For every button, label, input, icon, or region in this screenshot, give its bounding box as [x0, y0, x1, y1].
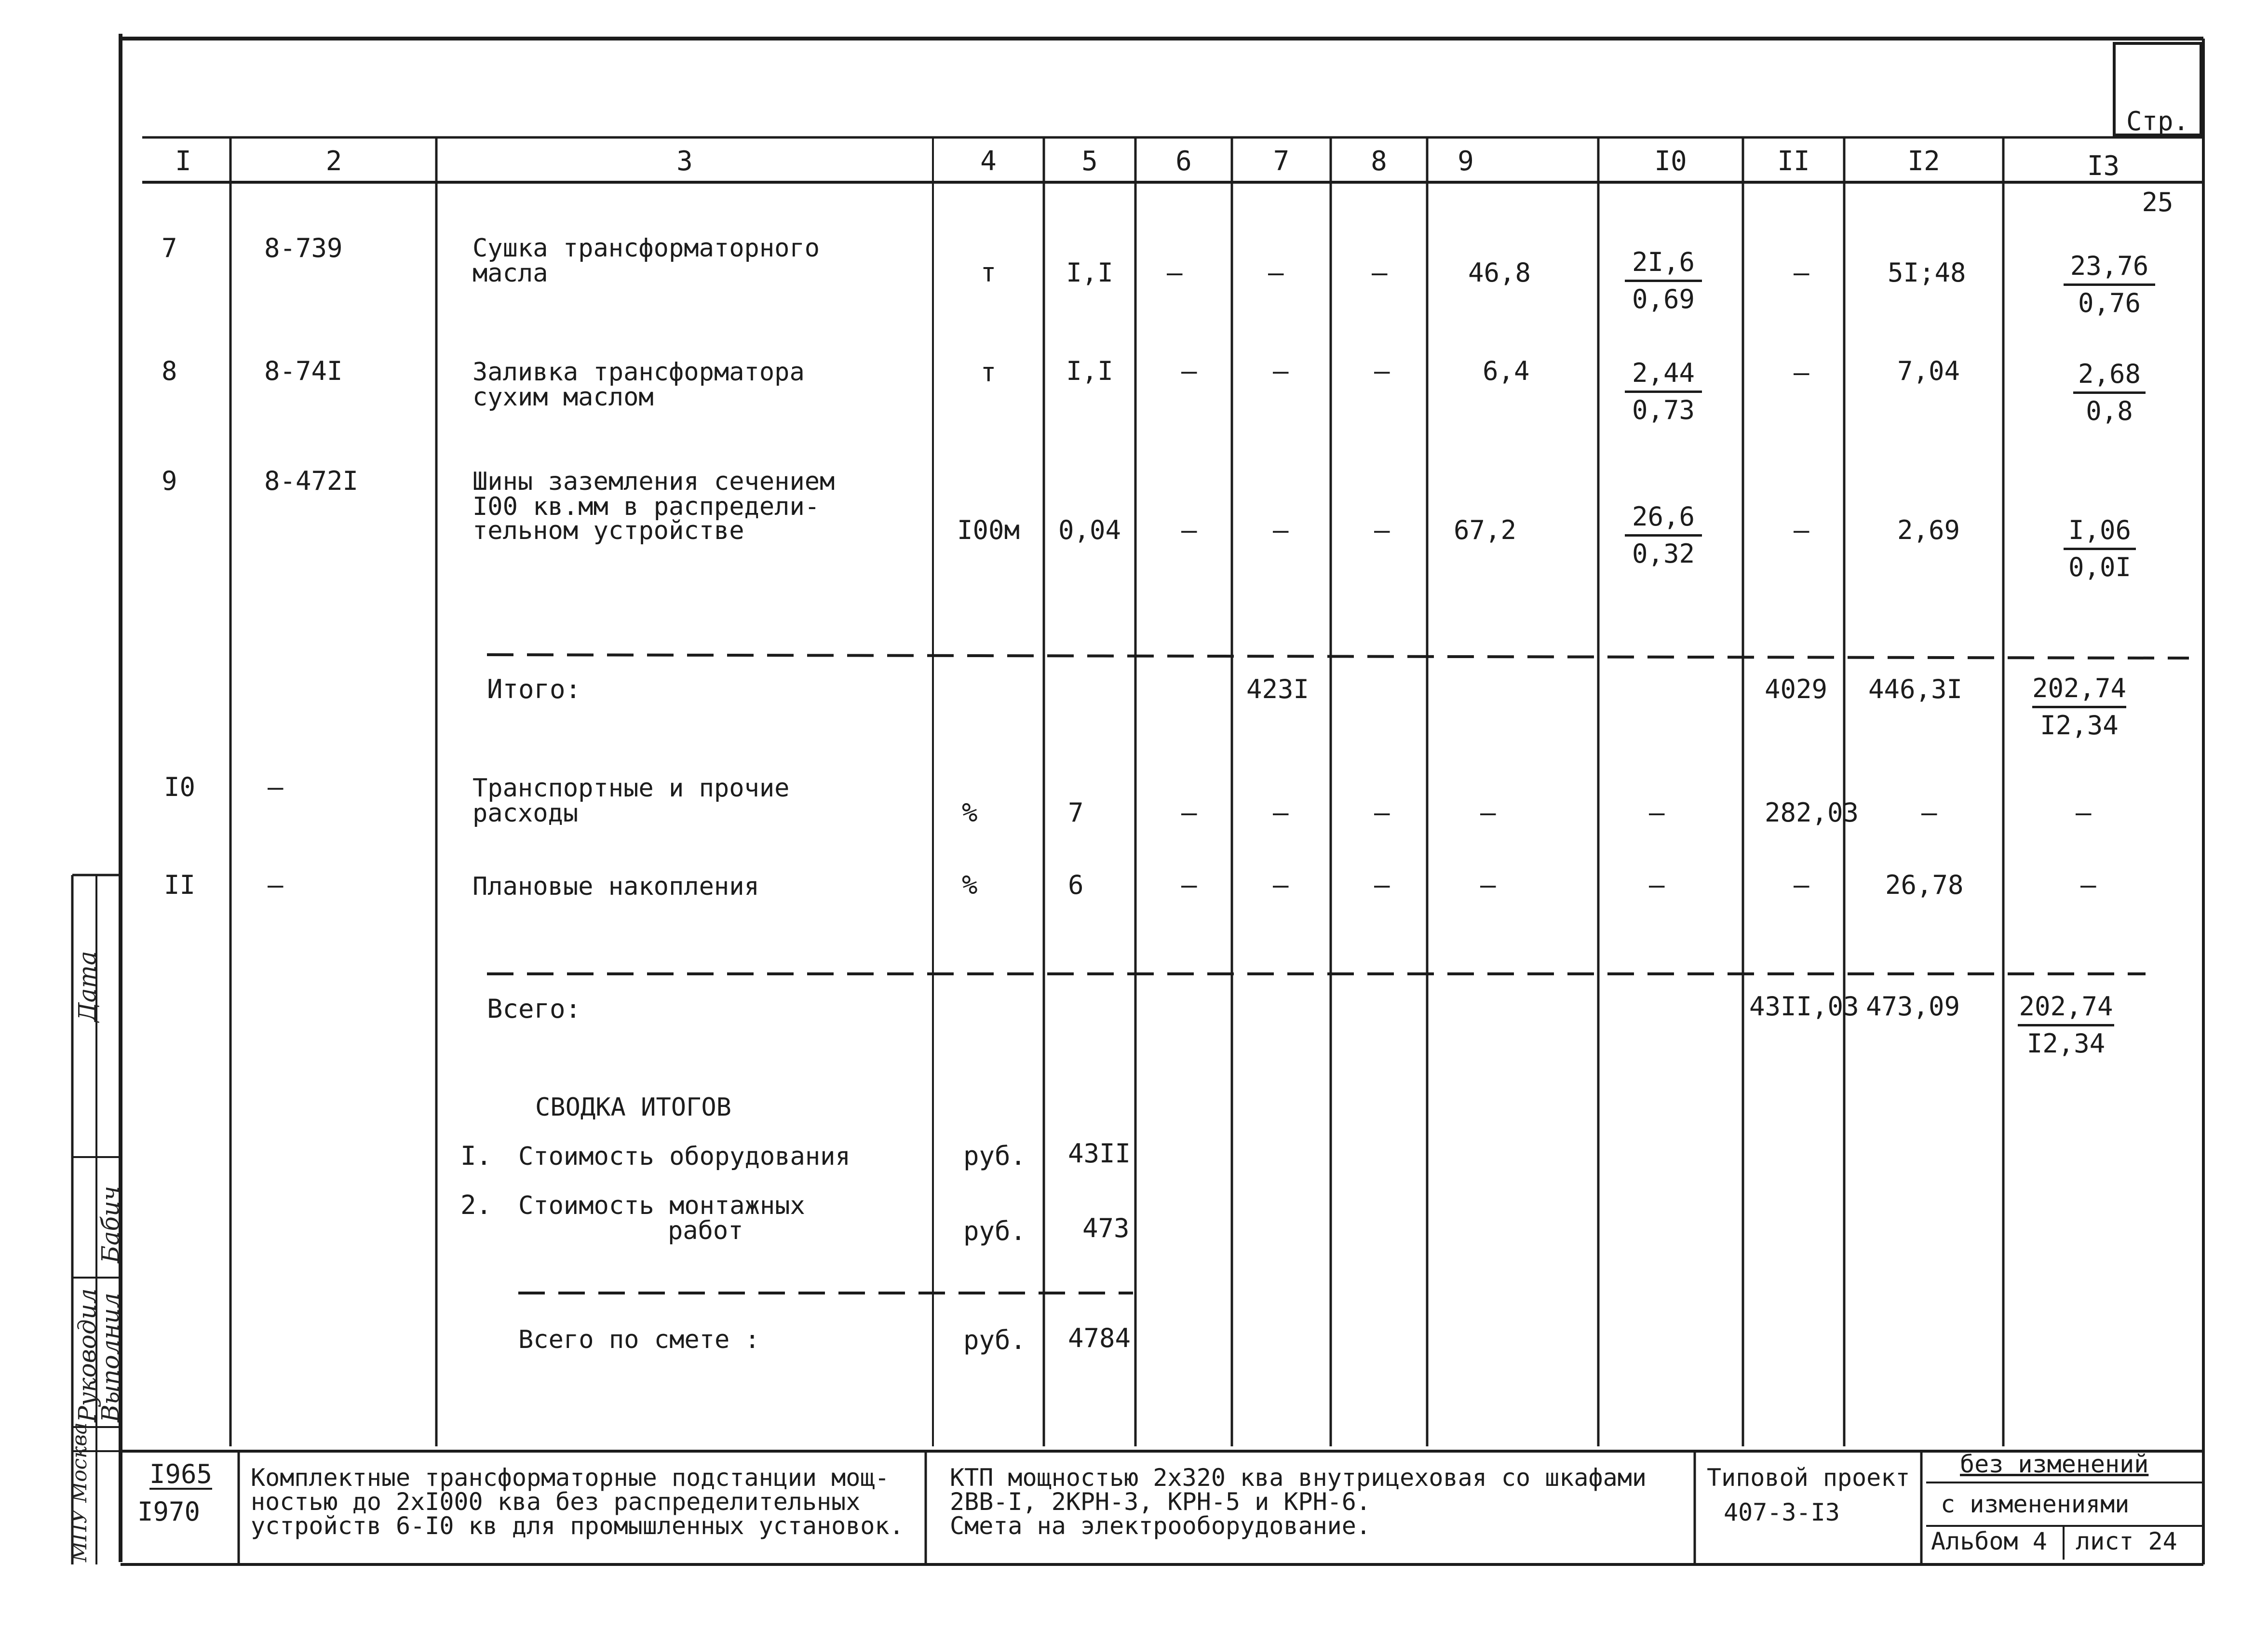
project-description-line2: ностью до 2хI000 ква без распределительных — [251, 1488, 861, 1516]
row-col9: 46,8 — [1468, 257, 1531, 288]
row-name-line1: Шины заземления сечением — [472, 467, 835, 496]
summary-total-unit: руб. — [963, 1325, 1026, 1355]
row-col7: – — [1273, 515, 1289, 545]
year-end: I970 — [137, 1496, 201, 1527]
summary-total-label: Всего по смете : — [518, 1325, 760, 1354]
row-col10: – — [1649, 870, 1665, 900]
header-col-4: 4 — [980, 146, 997, 177]
row-qty: 6 — [1068, 870, 1084, 900]
row-unit: I00м — [957, 515, 1020, 545]
row-name-line1: Заливка трансформатора — [472, 358, 805, 387]
header-col-1: I — [175, 146, 191, 177]
subtotal-col7: 423I — [1246, 674, 1310, 704]
row-col12: 26,78 — [1885, 870, 1964, 900]
row-qty: I,I — [1066, 257, 1113, 288]
summary-item-number: 2. — [460, 1190, 492, 1220]
row-col9: – — [1480, 870, 1496, 900]
row-unit: т — [980, 257, 997, 288]
subtotal-col11: 4029 — [1765, 674, 1828, 704]
row-unit: % — [962, 797, 978, 828]
row-col8: – — [1374, 515, 1390, 545]
subtotal-col12: 446,3I — [1868, 674, 1963, 704]
row-qty: 0,04 — [1058, 515, 1121, 545]
row-col6: – — [1181, 356, 1197, 386]
row-name-line1: Плановые накопления — [472, 872, 759, 901]
row-col8: – — [1374, 356, 1390, 386]
header-col-9: 9 — [1458, 146, 1474, 177]
row-number: II — [164, 870, 196, 900]
row-col7: – — [1273, 870, 1289, 900]
year-start: I965 — [149, 1459, 213, 1489]
summary-title: СВОДКА ИТОГОВ — [535, 1093, 731, 1122]
row-col11: – — [1794, 870, 1809, 900]
row-col9: 6,4 — [1483, 356, 1530, 386]
fraction-bottom: I2,34 — [2040, 710, 2119, 741]
row-col11: – — [1794, 357, 1809, 388]
no-changes-label: без изменений — [1960, 1450, 2149, 1478]
ktp-description-line3: Смета на электрооборудование. — [950, 1512, 1371, 1540]
fraction-top: 2,68 — [2073, 357, 2146, 394]
row-col13-fraction — [2073, 357, 2146, 429]
row-col8: – — [1374, 870, 1390, 900]
header-col-6: 6 — [1175, 146, 1192, 177]
row-code: – — [268, 772, 284, 802]
row-col12: – — [1921, 797, 1937, 828]
fraction-top: I,06 — [2064, 513, 2136, 550]
row-col11: 282,03 — [1765, 797, 1859, 828]
row-name-line2: I00 кв.мм в распредели- — [472, 492, 820, 521]
summary-item-label-line2: работ — [668, 1216, 743, 1245]
header-col-12: I2 — [1907, 146, 1940, 177]
row-qty: 7 — [1068, 797, 1084, 828]
row-number: 8 — [162, 356, 177, 386]
row-name-line1: Транспортные и прочие — [472, 774, 790, 803]
fraction-top: 2,44 — [1625, 356, 1702, 393]
page-number: 25 — [2142, 187, 2174, 217]
total-label: Всего: — [487, 994, 581, 1024]
page-label-title: Стр. — [2126, 106, 2189, 136]
fraction-top: 202,74 — [2018, 989, 2114, 1026]
row-col12: 2,69 — [1897, 515, 1960, 545]
row-qty: I,I — [1066, 356, 1113, 386]
sheet-label: лист 24 — [2076, 1527, 2177, 1555]
total-col13-fraction — [2018, 989, 2114, 1061]
row-col7: – — [1273, 356, 1289, 386]
row-col13: – — [2080, 870, 2096, 900]
summary-item-unit: руб. — [963, 1141, 1026, 1171]
row-name-line3: тельном устройстве — [472, 516, 744, 545]
summary-item-label: Стоимость монтажных — [518, 1191, 805, 1220]
fraction-bottom: I2,34 — [2026, 1028, 2106, 1059]
subtotal-col13-fraction — [2032, 671, 2126, 743]
row-unit: % — [962, 870, 978, 900]
header-col-11: II — [1777, 146, 1810, 177]
fraction-bottom: 0,8 — [2086, 396, 2133, 426]
row-code: 8-739 — [264, 233, 343, 263]
fraction-top: 26,6 — [1625, 499, 1702, 537]
row-col10-fraction — [1625, 356, 1702, 428]
row-number: I0 — [164, 772, 196, 802]
row-name-line2: масла — [472, 259, 548, 288]
row-col13-fraction — [2064, 249, 2155, 321]
header-col-8: 8 — [1371, 146, 1387, 177]
fraction-bottom: 0,76 — [2078, 288, 2141, 318]
row-col11: – — [1794, 257, 1809, 288]
summary-item-label: Стоимость оборудования — [518, 1142, 850, 1171]
total-col12: 473,09 — [1866, 991, 1960, 1022]
summary-item-unit: руб. — [963, 1216, 1026, 1246]
row-col7: – — [1268, 257, 1284, 288]
row-col13: – — [2076, 797, 2092, 828]
row-number: 7 — [162, 233, 177, 263]
project-description-line3: устройств 6-I0 кв для промышленных установок. — [251, 1512, 904, 1540]
stamp-done: Выполнил — [96, 1293, 124, 1422]
row-code: 8-472I — [264, 466, 359, 496]
row-code: 8-74I — [264, 356, 343, 386]
stamp-organization: МПУ Москва — [68, 1422, 91, 1562]
project-type-label: Типовой проект — [1707, 1464, 1910, 1492]
row-unit: т — [980, 357, 997, 388]
ktp-description-line2: 2ВВ-I, 2КРН-3, КРН-5 и КРН-6. — [950, 1488, 1371, 1516]
stamp-date: Дата — [73, 951, 101, 1022]
row-col6: – — [1181, 797, 1197, 828]
fraction-bottom: 0,0I — [2068, 552, 2132, 582]
header-col-7: 7 — [1273, 146, 1290, 177]
stamp-signature: Бабич — [96, 1186, 124, 1263]
row-col7: – — [1273, 797, 1289, 828]
row-col10-fraction — [1625, 499, 1702, 571]
summary-item-number: I. — [460, 1141, 492, 1171]
row-col9: – — [1480, 797, 1496, 828]
summary-total-value: 4784 — [1068, 1323, 1131, 1353]
row-col12: 7,04 — [1897, 356, 1960, 386]
row-col11: – — [1794, 515, 1809, 545]
stamp-lead: Руководил — [73, 1288, 101, 1422]
fraction-top: 202,74 — [2032, 671, 2126, 708]
row-col10-fraction — [1625, 245, 1702, 317]
row-name-line1: Сушка трансформаторного — [472, 234, 820, 263]
row-col8: – — [1372, 257, 1388, 288]
row-name-line2: сухим маслом — [472, 383, 654, 412]
with-changes-label: с изменениями — [1941, 1490, 2130, 1518]
summary-item-value: 43II — [1068, 1138, 1131, 1169]
album-label: Альбом 4 — [1931, 1527, 2047, 1555]
page-label — [2117, 54, 2199, 243]
header-col-3: 3 — [676, 146, 693, 177]
summary-item-value: 473 — [1082, 1213, 1130, 1243]
row-number: 9 — [162, 466, 177, 496]
project-number: 407-3-I3 — [1724, 1498, 1840, 1526]
row-col8: – — [1374, 797, 1390, 828]
row-col6: – — [1181, 515, 1197, 545]
row-col9: 67,2 — [1454, 515, 1517, 545]
ktp-description-line1: КТП мощностью 2х320 ква внутрицеховая со шкафами — [950, 1464, 1647, 1492]
row-col6: – — [1167, 257, 1183, 288]
fraction-top: 23,76 — [2064, 249, 2155, 286]
fraction-top: 2I,6 — [1625, 245, 1702, 282]
header-col-5: 5 — [1081, 146, 1098, 177]
project-description-line1: Комплектные трансформаторные подстанции мощ- — [251, 1464, 890, 1492]
header-col-13: I3 — [2087, 150, 2120, 182]
row-name-line2: расходы — [472, 799, 579, 828]
header-col-2: 2 — [325, 146, 342, 177]
row-col6: – — [1181, 870, 1197, 900]
row-col10: – — [1649, 797, 1665, 828]
fraction-bottom: 0,32 — [1632, 539, 1695, 569]
total-col11: 43II,03 — [1749, 991, 1859, 1022]
row-col13-fraction — [2064, 513, 2136, 585]
row-col12: 5I;48 — [1888, 257, 1966, 288]
fraction-bottom: 0,73 — [1632, 395, 1695, 425]
fraction-bottom: 0,69 — [1632, 284, 1695, 314]
row-code: – — [268, 870, 284, 900]
header-col-10: I0 — [1654, 146, 1687, 177]
subtotal-label: Итого: — [487, 674, 581, 704]
